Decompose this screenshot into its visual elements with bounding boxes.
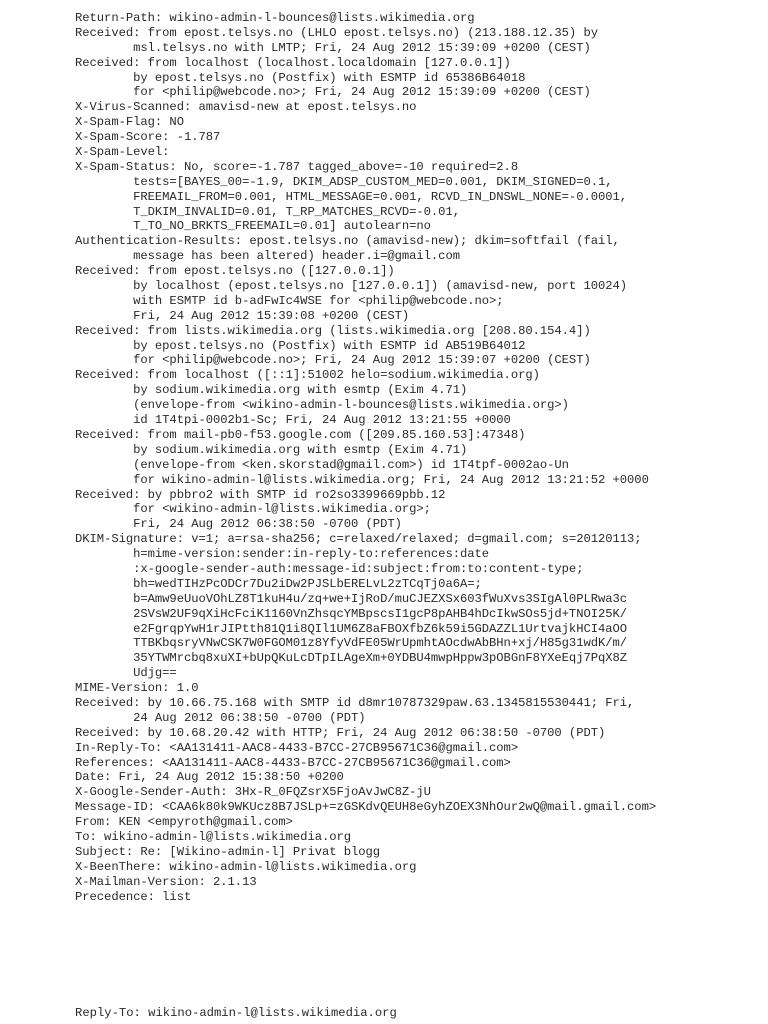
email-header-line: Received: from epost.telsys.no (LHLO epost.telsys.no) (213.188.12.35) by bbox=[75, 25, 598, 40]
email-header-line: 24 Aug 2012 06:38:50 -0700 (PDT) bbox=[75, 710, 366, 725]
email-header-line: (envelope-from <ken.skorstad@gmail.com>) id 1T4tpf-0002ao-Un bbox=[75, 457, 569, 472]
email-header-line: Received: from mail-pb0-f53.google.com ([209.85.160.53]:47348) bbox=[75, 427, 526, 442]
email-header-line: X-Spam-Flag: NO bbox=[75, 115, 184, 130]
email-header-line: Subject: Re: [Wikino-admin-l] Privat blogg bbox=[75, 844, 381, 859]
email-header-line: Fri, 24 Aug 2012 06:38:50 -0700 (PDT) bbox=[75, 517, 402, 532]
email-header-line: X-Spam-Status: No, score=-1.787 tagged_above=-10 required=2.8 bbox=[75, 159, 519, 174]
email-header-line: (envelope-from <wikino-admin-l-bounces@lists.wikimedia.org>) bbox=[75, 398, 569, 413]
email-header-line: for <philip@webcode.no>; Fri, 24 Aug 2012 15:39:07 +0200 (CEST) bbox=[75, 353, 591, 368]
email-header-line: message has been altered) header.i=@gmail.com bbox=[75, 249, 460, 264]
email-header-line: Received: from epost.telsys.no ([127.0.0.1]) bbox=[75, 264, 395, 279]
email-header-line: tests=[BAYES_00=-1.9, DKIM_ADSP_CUSTOM_MED=0.001, DKIM_SIGNED=0.1, bbox=[75, 174, 613, 189]
email-header-line: References: <AA131411-AAC8-4433-B7CC-27CB95671C36@gmail.com> bbox=[75, 755, 511, 770]
email-header-line: e2FgrqpYwH1rJIPtth81Q1i8QIl1UM6Z8aFBOXfbZ6k59i5GDAZZL1UrtvajkHCI4aOO bbox=[75, 621, 628, 636]
email-header-line: by epost.telsys.no (Postfix) with ESMTP id AB519B64012 bbox=[75, 338, 526, 353]
email-header-line: :x-google-sender-auth:message-id:subject:from:to:content-type; bbox=[75, 561, 584, 576]
email-header-line: X-Virus-Scanned: amavisd-new at epost.telsys.no bbox=[75, 100, 417, 115]
email-header-line: Return-Path: wikino-admin-l-bounces@lists.wikimedia.org bbox=[75, 11, 475, 25]
email-header-line: From: KEN <empyroth@gmail.com> bbox=[75, 815, 293, 830]
email-header-line: FREEMAIL_FROM=0.001, HTML_MESSAGE=0.001, RCVD_IN_DNSWL_NONE=-0.0001, bbox=[75, 189, 628, 204]
email-header-line: X-Mailman-Version: 2.1.13 bbox=[75, 874, 257, 889]
email-header-line: for <philip@webcode.no>; Fri, 24 Aug 2012 15:39:09 +0200 (CEST) bbox=[75, 85, 591, 100]
email-header-line: X-Spam-Score: -1.787 bbox=[75, 130, 221, 145]
email-header-block bbox=[75, 11, 765, 904]
email-header-line: by sodium.wikimedia.org with esmtp (Exim 4.71) bbox=[75, 442, 468, 457]
email-header-line: 2SVsW2UF9qXiHcFciK1160VnZhsqcYMBpscsI1gcP8pAHB4hDcIkwSOs5jd+TNOI25K/ bbox=[75, 606, 628, 621]
email-header-line: MIME-Version: 1.0 bbox=[75, 681, 199, 696]
email-header-line: DKIM-Signature: v=1; a=rsa-sha256; c=relaxed/relaxed; d=gmail.com; s=20120113; bbox=[75, 532, 642, 547]
email-header-line: 35YTWMrcbq8xuXI+bUpQKuLcDTpILAgeXm+0YDBU4mwpHppw3pOBGnF8YXeEqj7PqX8Z bbox=[75, 651, 628, 666]
email-header-line: Udjg== bbox=[75, 666, 177, 681]
email-header-line: for wikino-admin-l@lists.wikimedia.org; Fri, 24 Aug 2012 13:21:52 +0000 bbox=[75, 472, 649, 487]
email-header-line: msl.telsys.no with LMTP; Fri, 24 Aug 2012 15:39:09 +0200 (CEST) bbox=[75, 40, 591, 55]
email-header-line: h=mime-version:sender:in-reply-to:references:date bbox=[75, 547, 490, 562]
reply-to-header-line: Reply-To: wikino-admin-l@lists.wikimedia.org bbox=[75, 1006, 397, 1020]
email-header-line: by sodium.wikimedia.org with esmtp (Exim 4.71) bbox=[75, 383, 468, 398]
email-header-line: id 1T4tpi-0002b1-Sc; Fri, 24 Aug 2012 13:21:55 +0000 bbox=[75, 413, 511, 428]
email-header-line: In-Reply-To: <AA131411-AAC8-4433-B7CC-27CB95671C36@gmail.com> bbox=[75, 740, 519, 755]
email-header-line: Precedence: list bbox=[75, 889, 192, 904]
email-header-line: T_DKIM_INVALID=0.01, T_RP_MATCHES_RCVD=-0.01, bbox=[75, 204, 460, 219]
email-header-line: To: wikino-admin-l@lists.wikimedia.org bbox=[75, 829, 352, 844]
email-header-line: with ESMTP id b-adFwIc4WSE for <philip@webcode.no>; bbox=[75, 293, 504, 308]
email-header-line: Received: from lists.wikimedia.org (lists.wikimedia.org [208.80.154.4]) bbox=[75, 323, 591, 338]
email-header-line: Received: by 10.68.20.42 with HTTP; Fri, 24 Aug 2012 06:38:50 -0700 (PDT) bbox=[75, 725, 606, 740]
email-header-line: for <wikino-admin-l@lists.wikimedia.org>; bbox=[75, 502, 431, 517]
email-header-line: Received: by pbbro2 with SMTP id ro2so3399669pbb.12 bbox=[75, 487, 446, 502]
email-header-line: Message-ID: <CAA6k80k9WKUcz8B7JSLp+=zGSKdvQEUH8eGyhZOEX3NhOur2wQ@mail.gmail.com> bbox=[75, 800, 657, 815]
email-header-line: X-Google-Sender-Auth: 3Hx-R_0FQZsrX5FjoAvJwC8Z-jU bbox=[75, 785, 431, 800]
email-header-line: Received: by 10.66.75.168 with SMTP id d8mr10787329paw.63.1345815530441; Fri, bbox=[75, 695, 635, 710]
email-header-line: by localhost (epost.telsys.no [127.0.0.1]) (amavisd-new, port 10024) bbox=[75, 279, 628, 294]
email-header-line: bh=wedTIHzPcODCr7Du2iDw2PJSLbERELvL2zTCqTj0a6A=; bbox=[75, 576, 482, 591]
email-header-line: X-BeenThere: wikino-admin-l@lists.wikimedia.org bbox=[75, 859, 417, 874]
email-header-line: b=Amw9eUuoVOhLZ8T1kuH4u/zq+we+IjRoD/muCJEZXSx603fWuXvs3SIgAl0PLRwa3c bbox=[75, 591, 628, 606]
email-header-line: Fri, 24 Aug 2012 15:39:08 +0200 (CEST) bbox=[75, 308, 410, 323]
email-header-line: Authentication-Results: epost.telsys.no (amavisd-new); dkim=softfail (fail, bbox=[75, 234, 620, 249]
email-header-line: Received: from localhost ([::1]:51002 helo=sodium.wikimedia.org) bbox=[75, 368, 540, 383]
email-header-line: Date: Fri, 24 Aug 2012 15:38:50 +0200 bbox=[75, 770, 344, 785]
email-header-line: by epost.telsys.no (Postfix) with ESMTP id 65386B64018 bbox=[75, 70, 526, 85]
email-header-line: Received: from localhost (localhost.localdomain [127.0.0.1]) bbox=[75, 55, 511, 70]
email-header-line: X-Spam-Level: bbox=[75, 145, 170, 160]
email-header-line: TTBKbqsryVNwCSK7W0FGOM01z8YfyVdFE05WrUpmhtAOcdwAbBHn+xj/H85g31wdK/m/ bbox=[75, 636, 628, 651]
email-header-line: T_TO_NO_BRKTS_FREEMAIL=0.01] autolearn=no bbox=[75, 219, 431, 234]
